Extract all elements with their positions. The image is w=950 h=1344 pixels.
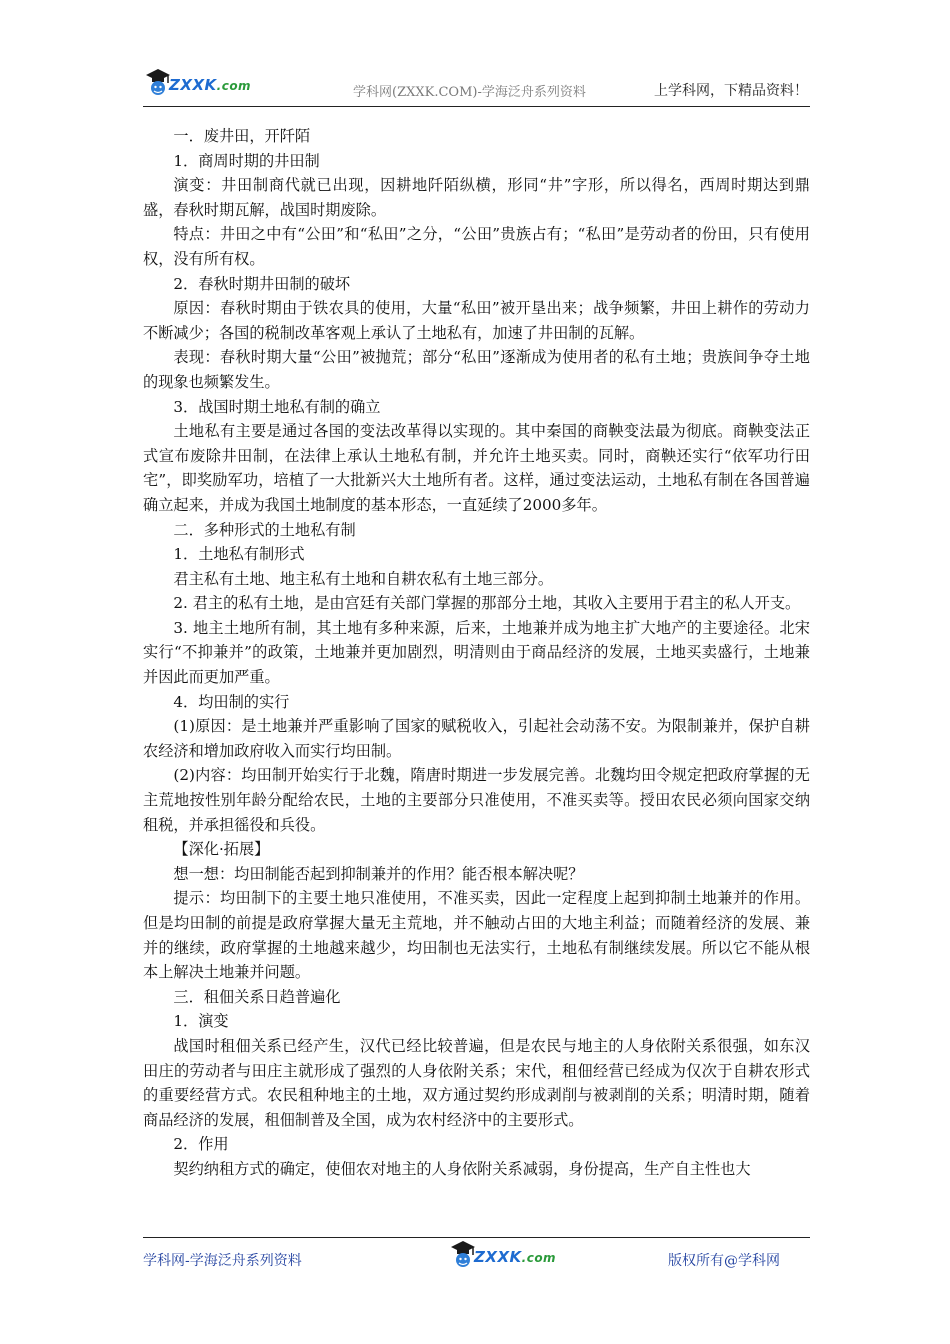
- footer-copyright: 版权所有@学科网: [668, 1253, 780, 1269]
- sub-heading: 1．演变: [173, 1012, 229, 1031]
- page-header: [143, 64, 810, 107]
- paragraph: 演变：井田制商代就已出现，因耕地阡陌纵横，形同“井”字形，所以得名，西周时期达到鼎盛，春秋时期瓦解，战国时期废除。: [143, 176, 810, 219]
- paragraph: 君主私有土地、地主私有土地和自耕农私有土地三部分。: [173, 569, 554, 588]
- sub-heading: 2．作用: [173, 1135, 229, 1154]
- paragraph: 3. 地主土地所有制，其土地有多种来源，后来，土地兼并成为地主扩大地产的主要途径。北宋实行“不抑兼并”的政策，土地兼并更加剧烈，明清则由于商品经济的发展，土地买卖盛行，土地兼并因此而更加严重。: [143, 618, 810, 687]
- footer-source: 学科网-学海泛舟系列资料: [143, 1253, 302, 1269]
- sub-heading: 4．均田制的实行: [173, 692, 290, 711]
- section-heading: 三．租佃关系日趋普遍化: [173, 987, 341, 1006]
- header-site-title: 学科网(ZXXK.COM)-学海泛舟系列资料: [353, 85, 586, 100]
- header-slogan: 上学科网，下精品资料！: [654, 83, 808, 99]
- paragraph: 表现：春秋时期大量“公田”被抛荒；部分“私田”逐渐成为使用者的私有土地；贵族间争夺土地的现象也频繁发生。: [143, 348, 810, 391]
- paragraph: 战国时租佃关系已经产生，汉代已经比较普遍，但是农民与地主的人身依附关系很强，如东汉田庄的劳动者与田庄主就形成了强烈的人身依附关系；宋代，租佃经营已经成为仅次于自耕农形式的重要经营方式。农民租种地主的土地，双方通过契约形成剥削与被剥削的关系；明清时期，随着商品经济的发展，租佃制普及全国，成为农村经济中的主要形式。: [143, 1036, 810, 1129]
- logo-text: ZXXK.com: [169, 76, 252, 94]
- extension-heading: 【深化·拓展】: [173, 840, 270, 859]
- hint: 提示：均田制下的主要土地只准使用，不准买卖，因此一定程度上起到抑制土地兼并的作用。但是均田制的前提是政府掌握大量无主荒地，并不触动占田的大地主利益；而随着经济的发展、兼并的继续，政府掌握的土地越来越少，均田制也无法实行，土地私有制继续发展。所以它不能从根本上解决土地兼并问题。: [143, 889, 810, 982]
- sub-heading: 2．春秋时期井田制的破坏: [173, 274, 351, 293]
- section-heading: 二．多种形式的土地私有制: [173, 520, 356, 539]
- paragraph: 契约纳租方式的确定，使佃农对地主的人身依附关系减弱，身份提高，生产自主性也大: [173, 1159, 751, 1178]
- paragraph: 原因：春秋时期由于铁农具的使用，大量“私田”被开垦出来；战争频繁，井田上耕作的劳动力不断减少；各国的税制改革客观上承认了土地私有，加速了井田制的瓦解。: [143, 299, 810, 342]
- section-heading: 一．废井田，开阡陌: [173, 127, 311, 145]
- document-body: [143, 124, 810, 1182]
- paragraph: (1)原因：是土地兼并严重影响了国家的赋税收入，引起社会动荡不安。为限制兼并，保护自耕农经济和增加政府收入而实行均田制。: [143, 717, 810, 760]
- paragraph: 特点：井田之中有“公田”和“私田”之分，“公田”贵族占有；“私田”是劳动者的份田，只有使用权，没有所有权。: [143, 225, 810, 268]
- paragraph: 2. 君主的私有土地，是由宫廷有关部门掌握的那部分土地，其收入主要用于君主的私人开支。: [173, 594, 801, 613]
- zxxk-logo[interactable]: [143, 66, 253, 100]
- sub-heading: 1．土地私有制形式: [173, 545, 305, 564]
- sub-heading: 3．战国时期土地私有制的确立: [173, 397, 381, 416]
- question: 想一想：均田制能否起到抑制兼并的作用？能否根本解决呢？: [173, 864, 584, 883]
- sub-heading: 1．商周时期的井田制: [173, 151, 320, 170]
- paragraph: 土地私有主要是通过各国的变法改革得以实现的。其中秦国的商鞅变法最为彻底。商鞅变法正式宣布废除井田制，在法律上承认土地私有制，并允许土地买卖。同时，商鞅还实行“依军功行田宅”，即奖励军功，培植了一大批新兴大土地所有者。这样，通过变法运动，土地私有制在各国普遍确立起来，并成为我国土地制度的基本形态，一直延续了2000多年。: [143, 422, 810, 514]
- page-footer: [143, 1237, 810, 1278]
- logo-text: ZXXK.com: [474, 1248, 557, 1266]
- paragraph: (2)内容：均田制开始实行于北魏，隋唐时期进一步发展完善。北魏均田令规定把政府掌握的无主荒地按性别年龄分配给农民，土地的主要部分只准使用，不准买卖等。授田农民必须向国家交纳租税，并承担徭役和兵役。: [143, 766, 810, 834]
- footer-zxxk-logo[interactable]: [448, 1238, 558, 1272]
